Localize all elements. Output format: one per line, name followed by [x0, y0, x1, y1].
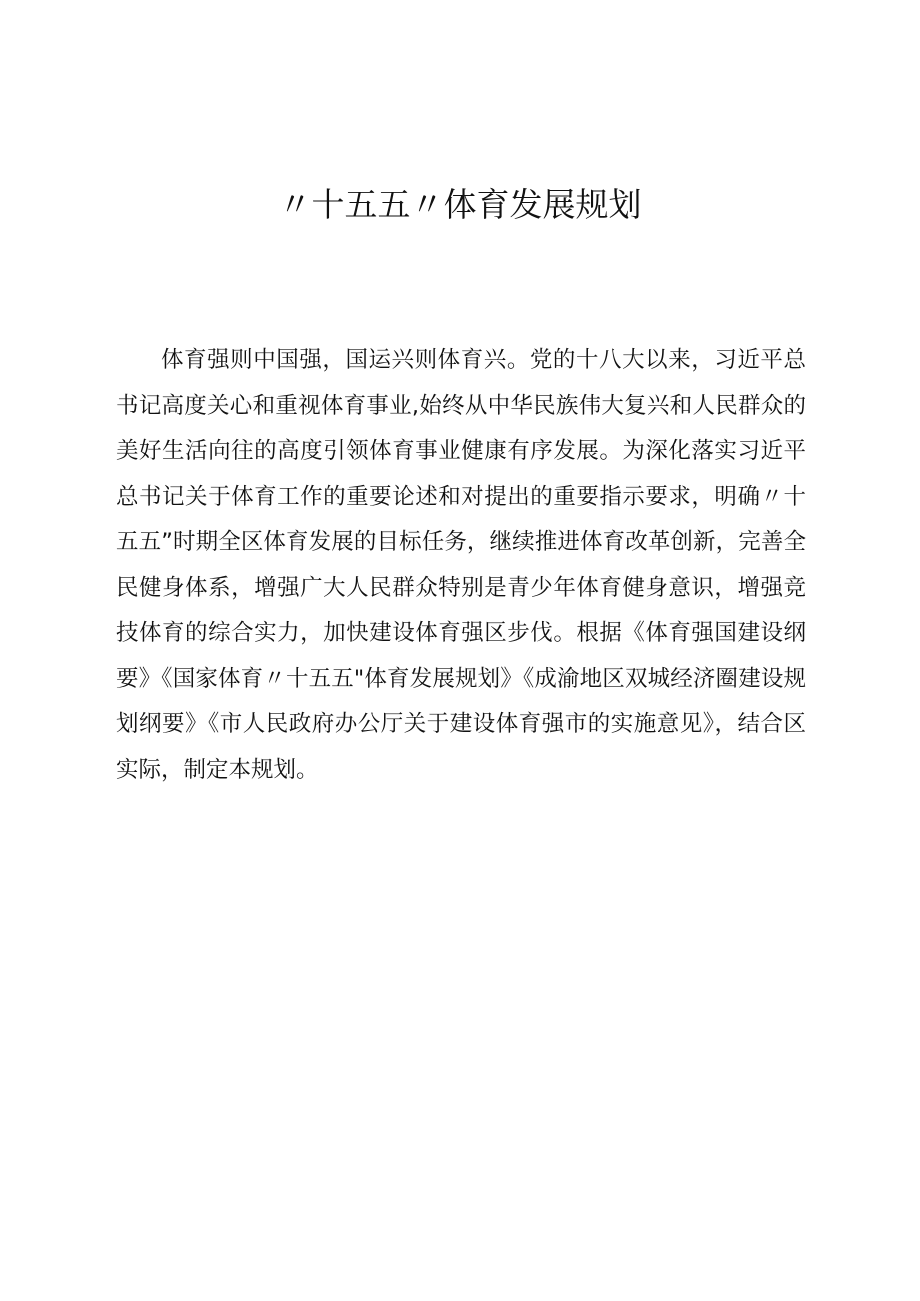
body-paragraph: 体育强则中国强，国运兴则体育兴。党的十八大以来，习近平总书记高度关心和重视体育事业,始终从中华民族伟大复兴和人民群众的美好生活向往的高度引领体育事业健康有序发展。为深化落实习近平总书记关于体育工作的重要论述和对提出的重要指示要求，明确〃十五五”时期全区体育发展的目标任务，继续推进体育改革创新，完善全民健身体系，增强广大人民群众特别是青少年体育健身意识，增强竞技体育的综合实力，加快建设体育强区步伐。根据《体育强国建设纲要》《国家体育〃十五五"体育发展规划》《成渝地区双城经济圈建设规划纲要》《市人民政府办公厅关于建设体育强市的实施意见》，结合区实际，制定本规划。 — [116, 347, 806, 783]
document-title: 〃十五五〃体育发展规划 — [278, 185, 642, 224]
